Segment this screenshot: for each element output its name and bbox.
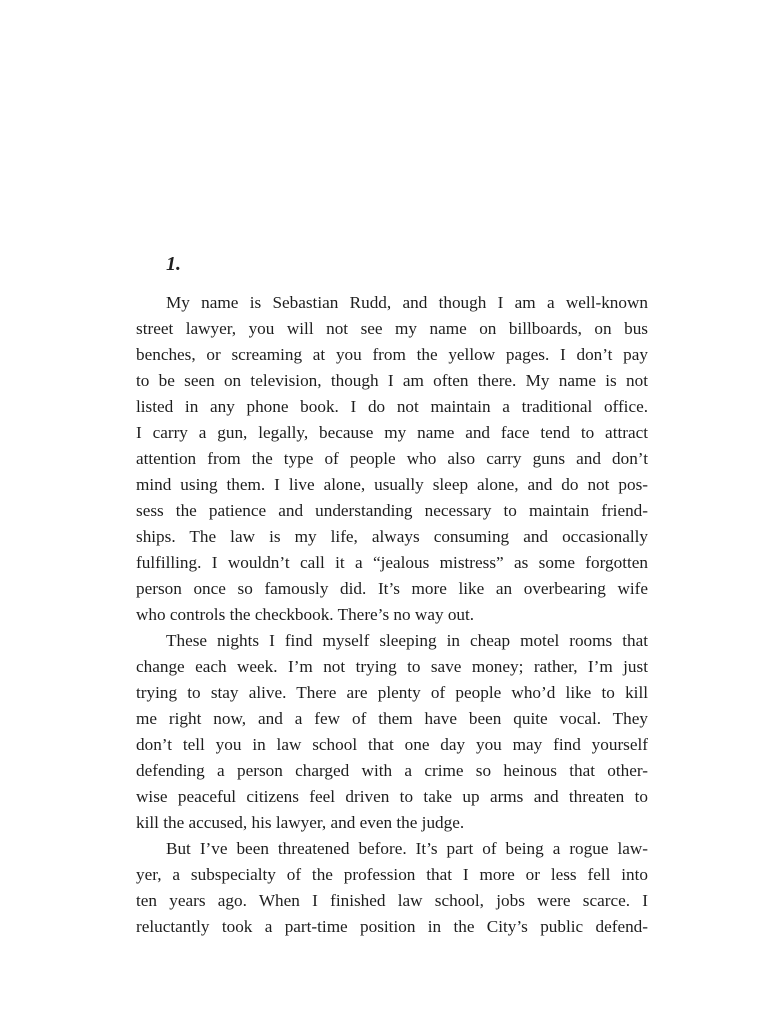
text-line: street lawyer, you will not see my name on billboards, on bus — [136, 319, 648, 338]
text-line: don’t tell you in law school that one day you may find yourself — [136, 735, 648, 754]
paragraph-3 — [136, 836, 648, 940]
text-line: ten years ago. When I finished law school, jobs were scarce. I — [136, 891, 648, 910]
text-line: benches, or screaming at you from the yellow pages. I don’t pay — [136, 345, 648, 364]
text-line: I carry a gun, legally, because my name and face tend to attract — [136, 423, 648, 442]
text-line: fulfilling. I wouldn’t call it a “jealous mistress” as some forgotten — [136, 553, 648, 572]
text-line: to be seen on television, though I am often there. My name is not — [136, 371, 648, 390]
text-line: These nights I find myself sleeping in cheap motel rooms that — [166, 631, 648, 650]
chapter-body — [136, 290, 648, 940]
text-line: wise peaceful citizens feel driven to take up arms and threaten to — [136, 787, 648, 806]
text-line: trying to stay alive. There are plenty of people who’d like to kill — [136, 683, 648, 702]
text-line: attention from the type of people who also carry guns and don’t — [136, 449, 648, 468]
text-line: ships. The law is my life, always consuming and occasionally — [136, 527, 648, 546]
text-line: listed in any phone book. I do not maintain a traditional office. — [136, 397, 648, 416]
text-line: person once so famously did. It’s more like an overbearing wife — [136, 579, 648, 598]
paragraph-2 — [136, 628, 648, 836]
text-line: But I’ve been threatened before. It’s part of being a rogue law- — [166, 839, 648, 858]
chapter-number: 1. — [166, 253, 181, 275]
text-line: yer, a subspecialty of the profession that I more or less fell into — [136, 865, 648, 884]
text-line: me right now, and a few of them have been quite vocal. They — [136, 709, 648, 728]
text-line: defending a person charged with a crime so heinous that other- — [136, 761, 648, 780]
text-line: reluctantly took a part-time position in the City’s public defend- — [136, 917, 648, 936]
text-line: mind using them. I live alone, usually sleep alone, and do not pos- — [136, 475, 648, 494]
text-line: kill the accused, his lawyer, and even the judge. — [136, 813, 465, 832]
text-line: who controls the checkbook. There’s no way out. — [136, 605, 475, 624]
text-line: change each week. I’m not trying to save money; rather, I’m just — [136, 657, 648, 676]
text-line: My name is Sebastian Rudd, and though I am a well-known — [166, 293, 648, 312]
paragraph-1 — [136, 290, 648, 628]
text-line: sess the patience and understanding necessary to maintain friend- — [136, 501, 648, 520]
